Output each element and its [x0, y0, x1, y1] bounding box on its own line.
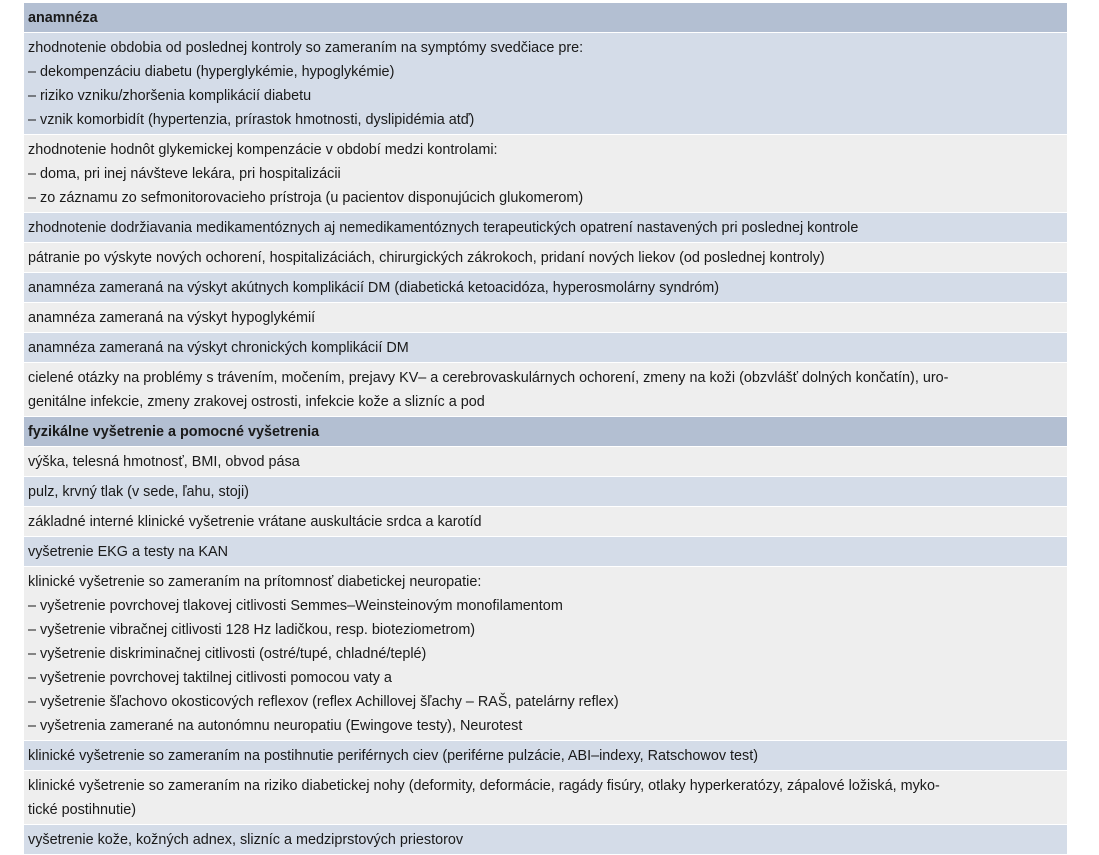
row-text-line: zhodnotenie hodnôt glykemickej kompenzácie v období medzi kontrolami:	[28, 142, 498, 158]
row-text-line: genitálne infekcie, zmeny zrakovej ostrosti, infekcie kože a slizníc a pod	[28, 394, 485, 410]
row-text-line: – vyšetrenie šľachovo okosticových reflexov (reflex Achillovej šľachy – RAŠ, patelárny reflex)	[28, 694, 619, 710]
row-text-line: – dekompenzáciu diabetu (hyperglykémie, hypoglykémie)	[28, 64, 395, 80]
row-text-line: – vyšetrenie povrchovej taktilnej citlivosti pomocou vaty a	[28, 670, 392, 686]
row-text-line: – vyšetrenie diskriminačnej citlivosti (ostré/tupé, chladné/teplé)	[28, 646, 427, 662]
row-text-line: vyšetrenie EKG a testy na KAN	[28, 544, 228, 560]
row-text-line: základné interné klinické vyšetrenie vrátane auskultácie srdca a karotíd	[28, 514, 482, 530]
table-row	[24, 243, 1067, 273]
row-text-line: zhodnotenie obdobia od poslednej kontroly so zameraním na symptómy svedčiace pre:	[28, 40, 584, 56]
row-text-line: výška, telesná hmotnosť, BMI, obvod pása	[28, 454, 300, 470]
row-text-line: anamnéza	[28, 10, 98, 26]
table-row	[24, 771, 1067, 825]
table-row	[24, 567, 1067, 741]
table-row	[24, 333, 1067, 363]
table-row	[24, 447, 1067, 477]
table-row	[24, 363, 1067, 417]
row-text-line: klinické vyšetrenie so zameraním na riziko diabetickej nohy (deformity, deformácie, ragády fisúry, otlaky hyperkeratózy, zápalové ložiská, myko-	[28, 778, 940, 794]
row-text-line: tické postihnutie)	[28, 802, 136, 818]
row-text-line: pátranie po výskyte nových ochorení, hospitalizáciách, chirurgických zákrokoch, pridaní nových liekov (od poslednej kontroly)	[28, 250, 825, 266]
row-text-line: vyšetrenie kože, kožných adnex, slizníc a medziprstových priestorov	[28, 832, 464, 848]
row-text-line: zhodnotenie dodržiavania medikamentóznych aj nemedikamentóznych terapeutických opatrení nastavených pri poslednej kontrole	[28, 220, 859, 236]
examination-table	[24, 3, 1067, 855]
row-text-line: pulz, krvný tlak (v sede, ľahu, stoji)	[28, 484, 249, 500]
row-text-line: fyzikálne vyšetrenie a pomocné vyšetrenia	[28, 424, 320, 440]
row-text-line: – zo záznamu zo sefmonitorovacieho prístroja (u pacientov disponujúcich glukomerom)	[28, 190, 584, 206]
table-row	[24, 33, 1067, 135]
section-header-row	[24, 417, 1067, 447]
row-text-line: – vyšetrenie povrchovej tlakovej citlivosti Semmes–Weinsteinovým monofilamentom	[28, 598, 563, 614]
row-text-line: – vyšetrenia zamerané na autonómnu neuropatiu (Ewingove testy), Neurotest	[28, 718, 523, 734]
table-row	[24, 213, 1067, 243]
row-text-line: klinické vyšetrenie so zameraním na postihnutie periférnych ciev (periférne pulzácie, ABI–indexy, Ratschowov test)	[28, 748, 759, 764]
row-text-line: – doma, pri inej návšteve lekára, pri hospitalizácii	[28, 166, 341, 182]
table-row	[24, 477, 1067, 507]
row-text-line: klinické vyšetrenie so zameraním na prítomnosť diabetickej neuropatie:	[28, 574, 482, 590]
row-text-line: anamnéza zameraná na výskyt chronických komplikácií DM	[28, 340, 409, 356]
row-text-line: – vyšetrenie vibračnej citlivosti 128 Hz ladičkou, resp. bioteziometrom)	[28, 622, 476, 638]
section-header-row	[24, 3, 1067, 33]
row-text-line: anamnéza zameraná na výskyt akútnych komplikácií DM (diabetická ketoacidóza, hyperosmolárny syndróm)	[28, 280, 720, 296]
row-text-line: – riziko vzniku/zhoršenia komplikácií diabetu	[28, 88, 312, 104]
row-text-line: cielené otázky na problémy s trávením, močením, prejavy KV– a cerebrovaskulárnych ochorení, zmeny na koži (obzvlášť dolných končatín), uro-	[28, 370, 949, 386]
table-row	[24, 273, 1067, 303]
table-row	[24, 303, 1067, 333]
table-row	[24, 507, 1067, 537]
row-text-line: – vznik komorbidít (hypertenzia, prírastok hmotnosti, dyslipidémia atď)	[28, 112, 475, 128]
table-row	[24, 135, 1067, 213]
table-row	[24, 825, 1067, 855]
row-text-line: anamnéza zameraná na výskyt hypoglykémií	[28, 310, 316, 326]
table-row	[24, 537, 1067, 567]
table-row	[24, 741, 1067, 771]
